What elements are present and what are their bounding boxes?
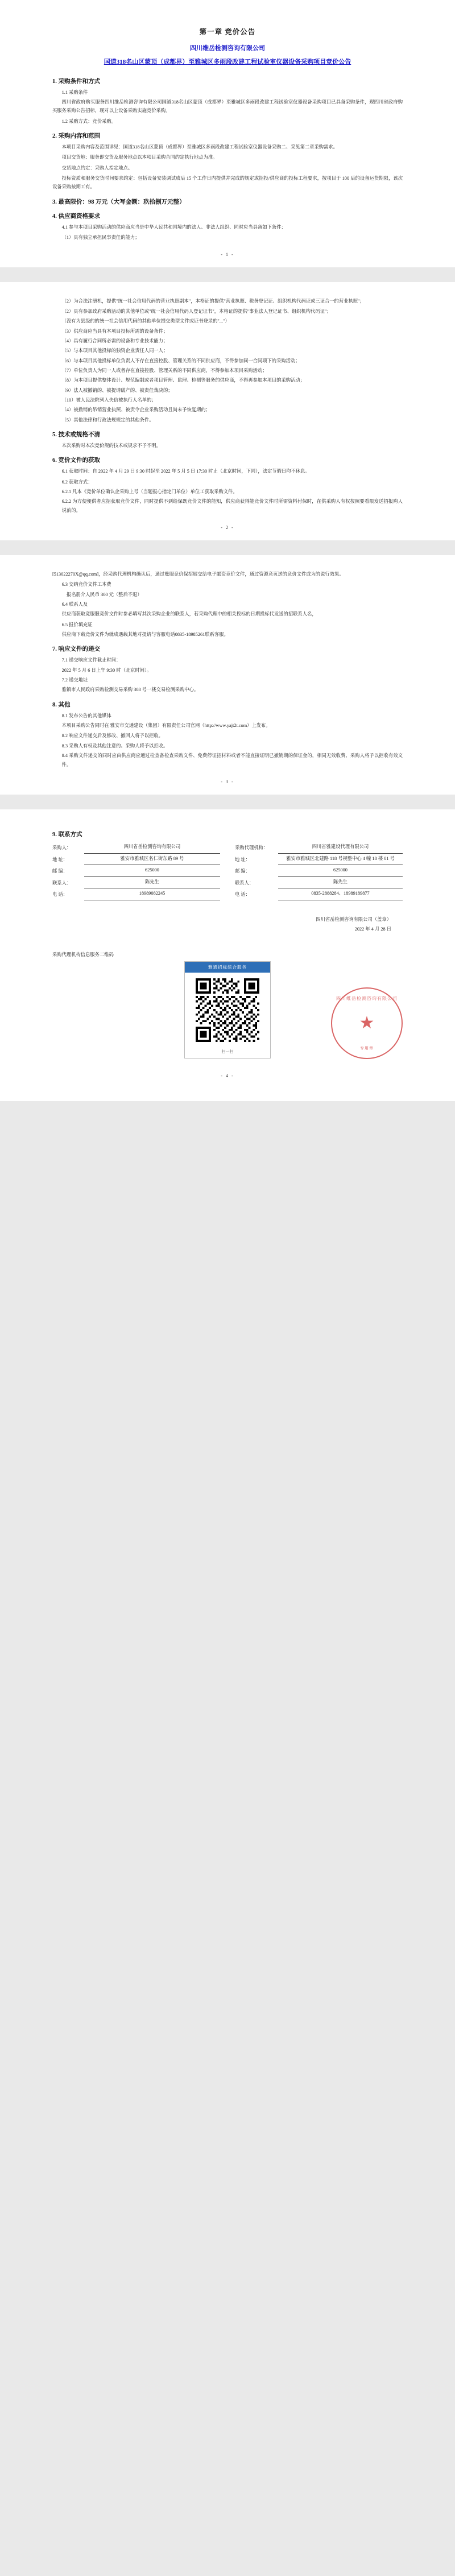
paragraph: 8.2 响应文件递交后及修改、撤回人将予以拒收。 — [61, 733, 163, 739]
paragraph: 本次采购对本次竞价规的技术或规求不予不明。 — [61, 443, 161, 448]
paragraph: （3）供应商应当具有本项目投标所需的设备条件； — [61, 328, 168, 334]
page-break — [0, 267, 455, 282]
contact-row — [52, 877, 220, 889]
contact-label: 采购人： — [52, 845, 72, 850]
qr-card-footer: 扫一扫 — [221, 1049, 234, 1055]
contact-value: 雅安市雅城区名仁街东路 89 号 — [84, 854, 220, 866]
page-2 — [0, 282, 455, 540]
section-heading-6: 6. 竞价文件的获取 — [52, 457, 100, 464]
paragraph: [513022270X@qq.com]，经采购代理机构确认后，通过账服竞价保招展交给电子邮资竞价文件，通过资源竞页送的竞价文件或为的说行效果。 — [52, 572, 344, 577]
qr-code-icon[interactable] — [196, 978, 259, 1042]
paragraph: （7）单位负责人为同一人或者存在直接控股、管理关系的不同供应商，不得参加本项目采购活动； — [61, 367, 267, 373]
paragraph: 8.1 发布公告的其他媒体 — [61, 713, 111, 718]
contact-row — [52, 854, 220, 866]
section-heading-3: 3. 最高限价：98 万元（大写金额：玖拾捌万元整） — [52, 199, 185, 205]
paragraph: （4）具有履行合同所必需的设备和专业技术能力； — [61, 338, 168, 344]
signature-block — [52, 915, 403, 934]
qr-card — [184, 961, 271, 1058]
paragraph: 项目交货地：服务即交货及服务地点以本项目采购合同约定执行地点为准。 — [61, 155, 218, 160]
paragraph: 交货地点约定：采购人指定地点。 — [61, 165, 133, 171]
paragraph: 2022 年 5 月 6 日上午 9:30 时（北京时间）。 — [61, 667, 152, 673]
paragraph: （8）为本项目提供整体设计、规范编制或者项目管理、监理、检测等服务的供应商，不得再参加本项目的采购活动； — [61, 378, 305, 383]
section-heading-4: 4. 供应商资格要求 — [52, 213, 100, 220]
page-3 — [0, 555, 455, 795]
contact-value: 四川省岳检测咨询有限公司 — [84, 842, 220, 854]
contact-label: 地 址： — [235, 857, 250, 862]
page-4 — [0, 809, 455, 1101]
paragraph: 1.2 采购方式：竞价采购。 — [61, 118, 117, 124]
paragraph: 6.1 获取时间：自 2022 年 4 月 29 日 9:30 时起至 2022 年 5 月 5 日 17:30 时止（北京时间，下同），法定节假日均不休息。 — [61, 469, 310, 474]
contact-value: 625000 — [84, 865, 220, 877]
page-number: - 4 - — [221, 1073, 234, 1079]
contact-label: 电 话： — [235, 892, 250, 898]
page-break — [0, 540, 455, 555]
section-heading-5: 5. 技术或规格不清 — [52, 431, 100, 438]
paragraph: （10）被人民法院列入失信被执行人名单的； — [61, 397, 156, 403]
contact-value: 18989082245 — [84, 888, 220, 900]
seal-top-text: 四川维岳检测咨询有限公司 — [336, 996, 398, 1002]
project-title: 国道318名山区蒙顶（成都界）至雅城区多雨段改建工程试验室仪器设备采购项目竞价公告 — [104, 59, 351, 65]
qr-card-title: 雅通招标综合服务 — [185, 962, 270, 973]
contact-label: 联系人： — [52, 880, 72, 886]
page-number: - 3 - — [221, 779, 234, 784]
contact-label: 邮 编： — [235, 869, 250, 874]
company-name: 四川维岳检测咨询有限公司 — [190, 45, 265, 52]
paragraph: （2）具有参加政府采购活动的其他单位或"统一社会信用代码人登记证书"，本格证的提供"事业法人登记证书、组织机构代码证"； — [61, 308, 332, 314]
paragraph: 4.1 参与本项目采购活动的供应商应当是中华人民共和国境内的法人、非法人组织、同时应当具备如下条件： — [61, 224, 286, 230]
contact-row — [52, 888, 220, 900]
paragraph: 6.2.2 为方便便供者应招获取竞价文件，同时提供不到给保既竞价文件的能知，供应商获得能竞价文件时所需资料付保时，在供采购人有权按照要看限发送招报购人说前的。 — [61, 499, 403, 513]
section-heading-1: 1. 采购条件和方式 — [52, 78, 100, 85]
contact-value: 四川省雅建设代理有限公司 — [278, 842, 403, 854]
contact-value: 625000 — [278, 865, 403, 877]
contact-row — [52, 865, 220, 877]
contact-row — [235, 888, 403, 900]
paragraph: （2）为合法注册机，提供"统一社会信用代码的营业执照副本"，本格证的提供"营业执照、税务登记证、组织机构代码证或三证合一的营业执照"； — [61, 299, 365, 304]
official-seal — [331, 987, 403, 1059]
contact-label: 联系人： — [235, 880, 254, 886]
star-icon: ★ — [359, 1014, 375, 1033]
paragraph: 供应商下载竞价文件为就成遇载其地对提请与客服电话0835-18985261联系客服。 — [61, 632, 229, 638]
paragraph: 6.3 交纳竞价文件工本费 — [61, 582, 111, 588]
paragraph: 7.1 递交响应文件截止时间： — [61, 658, 121, 663]
section-heading-2: 2. 采购内容和范围 — [52, 133, 100, 140]
page-number: - 2 - — [221, 525, 234, 530]
seal-bottom-text: 专用章 — [360, 1046, 374, 1051]
qr-body — [185, 973, 270, 1048]
contact-column-buyer — [52, 842, 220, 900]
contact-row — [52, 842, 220, 854]
contact-column-agency — [235, 842, 403, 900]
contact-value: 雅安市雅城区北建路 118 号视整中心 4 幢 18 楼 01 号 — [278, 854, 403, 866]
chapter-title: 第一章 竞价公告 — [199, 28, 256, 36]
page-break — [0, 795, 455, 809]
contact-label: 地 址： — [52, 857, 68, 862]
paragraph: 6.4 联系人及 — [61, 602, 88, 607]
paragraph: 6.5 报价填充证 — [61, 622, 93, 627]
contact-row — [235, 877, 403, 889]
qr-caption: 采购代理机构信息服务二维码 — [52, 952, 114, 958]
signature-date: 2022 年 4 月 28 日 — [354, 926, 391, 932]
paragraph: （没有为县级的的统一社会信用代码的其他单位提交类型文件或证书登录的"..."） — [61, 319, 230, 324]
contact-value: 0835-2888284、18989189877 — [278, 888, 403, 900]
paragraph: 四川省政府购买服务四川维岳检测咨询有限公司国道318名山区蒙顶（成都界）至雅城区多雨段改建工程试验室仪器设备采购项目已具备采购条件，现四川省政府购买服务采购公告招标，现对以上设备采购实施竞价采购。 — [52, 100, 403, 114]
contact-row — [235, 842, 403, 854]
paragraph: 本项目采购公告同时在 雅安市交通建设（集团）有限责任公司官网（http://www.yajt2t.com）上发布。 — [61, 723, 271, 729]
contact-label: 采购代理机构： — [235, 845, 268, 850]
contact-row — [235, 854, 403, 866]
section-heading-9: 9. 联系方式 — [52, 831, 82, 838]
contact-table — [52, 842, 403, 900]
paragraph: 1.1 采购条件 — [61, 89, 88, 95]
paragraph: （4）被撤销的吊销营业执照、被责令企业采购活动且尚未予恢复期的； — [61, 407, 210, 413]
paragraph: 供应商获取竞服服竞价文件时参必填写其次采购企业的联系人，若采购代理中的相关投标的日期投标代发送的招联系人名， — [61, 611, 317, 617]
section-heading-8: 8. 其他 — [52, 701, 71, 708]
paragraph: 雅镇市人民政府采购检测交易采购 308 号一楼交易检测采购中心。 — [61, 687, 199, 693]
document-page — [0, 0, 455, 1101]
paragraph: （5）其他法律和行政法规规定的其他条件。 — [61, 417, 154, 423]
contact-value: 陈先生 — [84, 877, 220, 889]
paragraph: 报名册介人民币 300 元（整后不退） — [66, 592, 142, 597]
contact-label: 电 话： — [52, 892, 68, 898]
paragraph: （9）法人被撤销的、被提请破产的、被责任裁决的； — [61, 387, 173, 393]
paragraph: 7.2 递交地址 — [61, 677, 88, 683]
paragraph: 6.2 获取方式： — [61, 479, 93, 485]
paragraph: 本项目采购内容及范围详见：国道318名山区蒙顶（成都界）至雅城区多雨段改建工程试验室仪器设备采购二、采见第二章采购需求。 — [61, 144, 338, 150]
contact-label: 邮 编： — [52, 869, 68, 874]
page-number: - 1 - — [221, 252, 234, 258]
paragraph: （5）与本项目其他投标的独资企业责任人同一人； — [61, 348, 168, 354]
paragraph: 8.4 采购文件递交的同时应由供应商应通过检查备检查采购文件、免费停证招材料或者不能直接证明已撤销期的保证金的，相同无效收费、采购人将予以拒收有效文件。 — [61, 753, 403, 767]
contact-value: 陈先生 — [278, 877, 403, 889]
paragraph: 投标资质和服务交货时间要求约定：包括设备安装调试成后 15 个工作日内提供并完成的规定或招投/供应商的投标工程要求，按项目于 100 后的设备运货期限，该次设备采购按期工有。 — [52, 176, 403, 190]
signature-company: 四川省岳检测咨询有限公司（盖章） — [316, 917, 391, 923]
section-heading-7: 7. 响应文件的递交 — [52, 646, 100, 653]
paragraph: 6.2.1 凡本《竞价单位确认企采购上号（当题报心指定门单位）单位工获取采购文件。 — [61, 489, 238, 494]
paragraph: （1）具有独立承担民事责任的能力； — [61, 235, 140, 241]
page-1 — [0, 0, 455, 267]
contact-row — [235, 865, 403, 877]
paragraph: 8.3 采购人有权及其他注意的。采购人将予以拒收。 — [61, 743, 168, 749]
paragraph: （6）与本项目其他投标单位负责人不存在直接控股、管理关系的不同供应商，不得参加同一合同项下的采购活动； — [61, 358, 300, 363]
